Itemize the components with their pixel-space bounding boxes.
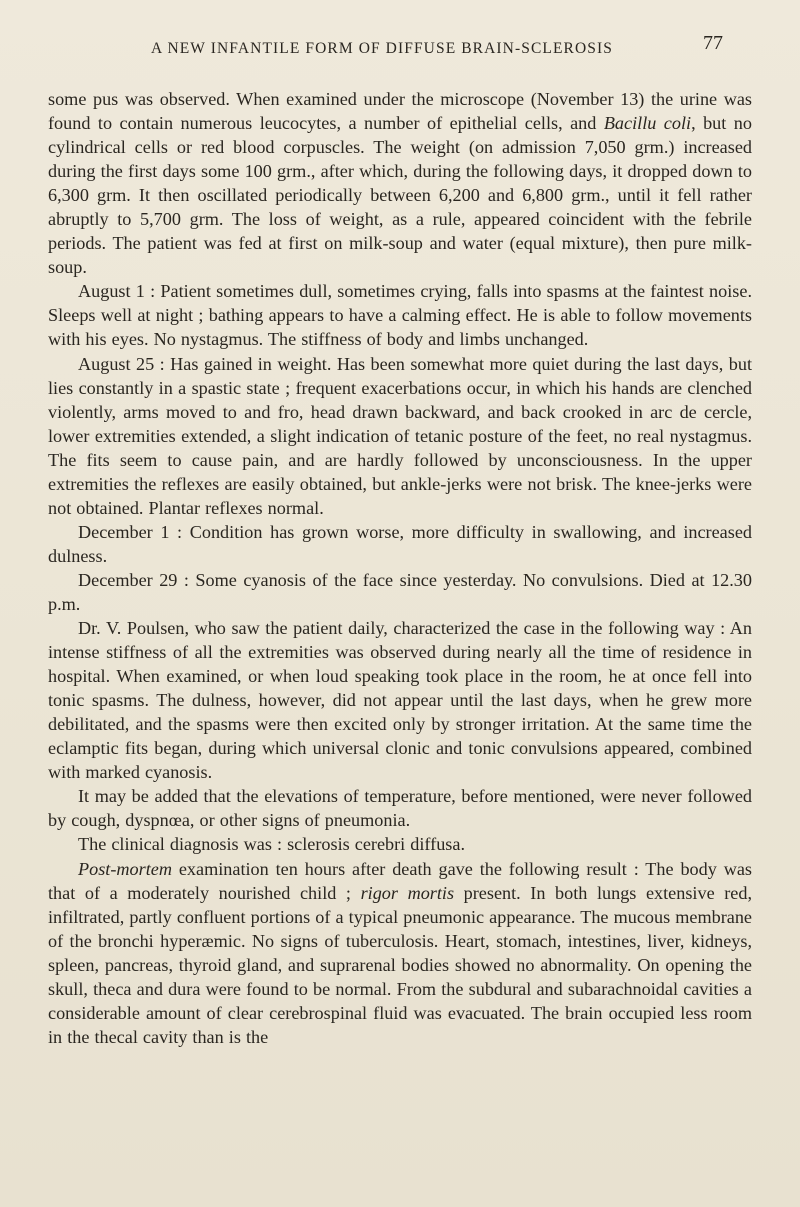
running-title: A NEW INFANTILE FORM OF DIFFUSE BRAIN-SCLEROSIS (151, 40, 613, 57)
paragraph-august-25: August 25 : Has gained in weight. Has been somewhat more quiet during the last days, but lies constantly in a spastic state ; frequent exacerbations occur, in which his hands are clenched violently, arms moved to and fro, head drawn backward, and back crooked in arc de cercle, lower extremities extended, a slight indication of tetanic posture of the feet, no real nystagmus. The fits seem to cause pain, and are hardly followed by unconsciousness. In the upper extremities the reflexes are easily obtained, but ankle-jerks were not brisk. The knee-jerks were not obtained. Plantar reflexes normal. (48, 353, 752, 518)
paragraph-diagnosis: The clinical diagnosis was : sclerosis cerebri diffusa. (78, 834, 466, 855)
paragraph-december-1: December 1 : Condition has grown worse, more difficulty in swallowing, and increased dulness. (48, 521, 752, 566)
paragraph-poulsen: Dr. V. Poulsen, who saw the patient daily, characterized the case in the following way : An intense stiffness of all the extremities was observed during nearly all the time of residence in hospital. When examined, or when loud speaking took place in the room, he at once fell into tonic spasms. The dulness, however, did not appear until the last days, when he grew more debilitated, and the spasms were then excited only by stronger irritation. At the same time the eclamptic fits began, during which universal clonic and tonic convulsions appeared, combined with marked cyanosis. (48, 618, 752, 783)
italic-term: rigor mortis (360, 882, 455, 903)
paragraph-december-29: December 29 : Some cyanosis of the face since yesterday. No convulsions. Died at 12.30 p.m. (48, 569, 752, 614)
paragraph-text: some pus was observed. When examined under the microscope (November 13) the urine was found to contain numerous leucocytes, a number of epithelial cells, and (48, 89, 752, 134)
paragraph-text: , but no cylindrical cells or red blood corpuscles. The weight (on admission 7,050 grm.) increased during the first days some 100 grm., after which, during the following days, it dropped down to 6,300 grm. It then oscillated periodically between 6,200 and 6,800 grm., until it fell rather abruptly to 5,700 grm. The loss of weight, as a rule, appeared coincident with the febrile periods. The patient was fed at first on milk-soup and water (equal mixture), then pure milk-soup. (48, 113, 752, 278)
paragraph-august-1: August 1 : Patient sometimes dull, sometimes crying, falls into spasms at the faintest noise. Sleeps well at night ; bathing appears to have a calming effect. He is able to follow movements with his eyes. No nystagmus. The stiffness of body and limbs unchanged. (48, 281, 752, 350)
paragraph-urine-and-weight (48, 87, 752, 279)
paragraph-text: present. In both lungs extensive red, infiltrated, partly confluent portions of a typical pneumonic appearance. The mucous membrane of the bronchi hyperæmic. No signs of tuberculosis. Heart, stomach, intestines, liver, kidneys, spleen, pancreas, thyroid gland, and suprarenal bodies showed no abnormality. On opening the skull, theca and dura were found to be normal. From the subdural and subarachnoidal cavities a considerable amount of clear cerebrospinal fluid was evacuated. The brain occupied less room in the thecal cavity than is the (48, 882, 753, 1047)
body-text (48, 87, 752, 1049)
paragraph-temperature: It may be added that the elevations of temperature, before mentioned, were never followed by cough, dyspnœa, or other signs of pneumonia. (48, 786, 752, 831)
page-number: 77 (703, 32, 723, 54)
paragraph-text: examination ten hours after death gave the following result : The body was that of a moderately nourished child ; (48, 858, 752, 903)
italic-term: Bacillu coli (603, 113, 692, 134)
italic-term: Post-mortem (78, 858, 172, 879)
paragraph-post-mortem (48, 857, 752, 1049)
